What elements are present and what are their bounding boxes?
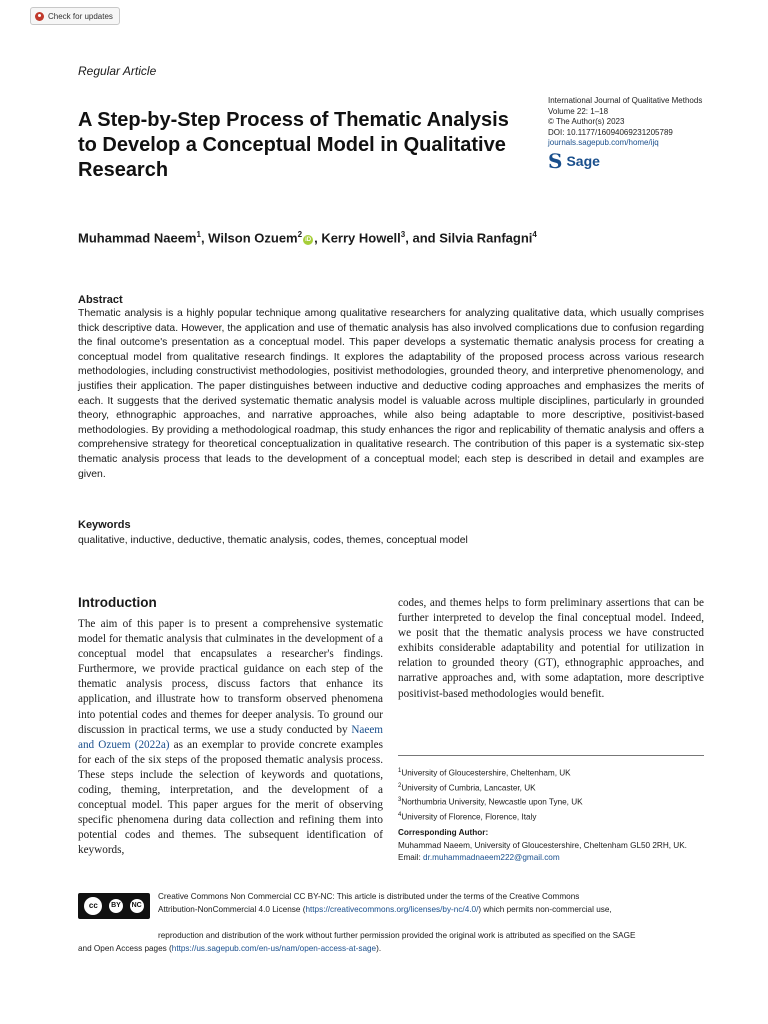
author-separator: , <box>200 230 209 246</box>
affil-sup: 1 <box>398 768 402 774</box>
affil-sup: 4 <box>398 812 402 819</box>
author-separator: , and <box>405 230 440 246</box>
license-line: Creative Commons Non Commercial CC BY-NC: This article is distributed under the terms of the Creative Commons <box>158 892 580 901</box>
license-segment: ). <box>376 944 382 953</box>
cc-by-nc-badge[interactable] <box>78 893 150 919</box>
keywords-text: qualitative, inductive, deductive, thematic analysis, codes, themes, conceptual model <box>78 535 468 546</box>
abstract-text: Thematic analysis is a highly popular technique among qualitative researchers for analyzing qualitative data, which usually comprises thick descriptive data. However, the application and use of thematic analysis has also involved complications due to confusion regarding the final outcome's presentation as a conceptual model. This paper develops a systematic thematic analysis process for creating a conceptual model from qualitative research findings. It explores the adaptability of the proposed process across various research methodologies, including constructivist methodologies, positivist methodologies, grounded theory, and interpretive phenomenology, and justifies their application. The paper distinguishes between inductive and deductive coding approaches and emphasizes the merits of each. It suggests that the derived systematic thematic analysis model is valuable across multiple disciplines, particularly in grounded theory, ethnographic approaches, and narrative approaches, while also being adaptable to more descriptive, positivist-based methodologies. By providing a methodological roadmap, this study enhances the rigor and replicability of thematic analysis and offers a comprehensive strategy for theoretical conceptualization in qualitative research. The contribution of this paper is a systematic six-step thematic analysis process that leads to the development of a conceptual model; each step is described in detail and examples are given. <box>78 308 704 480</box>
author-list <box>78 230 537 245</box>
journal-name: International Journal of Qualitative Methods <box>548 96 703 105</box>
author-affil-sup: 3 <box>400 230 406 239</box>
affil-text: University of Florence, Florence, Italy <box>401 812 537 822</box>
affil-sup: 2 <box>398 782 402 789</box>
author-affil-sup: 1 <box>196 230 201 239</box>
nc-icon: NC <box>130 899 144 913</box>
journal-doi[interactable]: DOI: 10.1177/16094069231205789 <box>548 127 673 137</box>
orcid-icon[interactable]: iD <box>305 237 312 244</box>
affiliation-item <box>398 809 704 824</box>
affiliation-item <box>398 780 704 795</box>
sage-logo <box>548 149 600 173</box>
corresponding-email-line <box>398 852 708 864</box>
by-icon: BY <box>109 899 123 913</box>
publisher-name: Sage <box>566 153 600 169</box>
author-name: Kerry Howell <box>321 230 401 246</box>
license-text-continued <box>78 929 718 955</box>
sage-s-icon: S <box>548 149 563 173</box>
author-name: Wilson Ozuem <box>208 230 298 246</box>
check-for-updates-label: Check for updates <box>48 11 113 21</box>
cc-icon: cc <box>84 897 102 915</box>
introduction-heading: Introduction <box>78 595 157 610</box>
author-name: Silvia Ranfagni <box>439 230 533 246</box>
license-segment: Attribution-NonCommercial 4.0 License ( <box>158 905 306 915</box>
license-line <box>158 903 710 916</box>
license-line <box>78 942 718 955</box>
intro-column-2: codes, and themes helps to form preliminary assertions that can be further interpreted to develop the final conceptual model. Indeed, we posit that the thematic analysis process we have constructed exhibits considerable adaptability and potential for utilization in relation to grounded theory (GT), ethnographic approaches, and narrative approaches and, with some adaptation, more descriptive positivist-based methodologies would benefit. <box>398 597 704 700</box>
affil-text: Northumbria University, Newcastle upon Tyne, UK <box>401 798 583 808</box>
license-segment: and Open Access pages ( <box>78 944 172 953</box>
affil-sup: 3 <box>398 797 402 804</box>
corresponding-heading: Corresponding Author: <box>398 828 489 837</box>
intro-text: The aim of this paper is to present a comprehensive systematic model for thematic analysis that culminates in the development of a conceptual model that encapsulates a researcher's findings. Furthermore, we provide practical guidance on each step of the thematic analysis process, discuss factors that enhance its application, and illustrate how to transform observed phenomena into potential codes and themes for deeper analysis. To ground our discussion in practical terms, we use a study conducted by <box>78 618 383 736</box>
paper-title: A Step-by-Step Process of Thematic Analysis to Develop a Conceptual Model in Qualitative Research <box>78 109 509 181</box>
author-name: Muhammad Naeem <box>78 230 197 246</box>
affil-text: University of Cumbria, Lancaster, UK <box>401 783 536 793</box>
article-type: Regular Article <box>78 64 157 78</box>
author-affil-sup: 2 <box>297 230 303 239</box>
affiliation-item <box>398 765 704 780</box>
journal-copyright: © The Author(s) 2023 <box>548 117 625 126</box>
crossmark-icon <box>35 12 44 21</box>
journal-info <box>548 96 748 149</box>
license-link[interactable]: https://creativecommons.org/licenses/by-nc/4.0/ <box>305 905 479 915</box>
email-link[interactable]: dr.muhammadnaeem222@gmail.com <box>423 853 560 862</box>
intro-column-1 <box>78 617 383 859</box>
intro-text: as an exemplar to provide concrete examples for each of the six steps of the proposed thematic analysis process. These steps include the selection of keywords and quotations, coding, theming, interpretation, and the development of a conceptual model. This paper argues for the merit of observing specific phenomena during data collection and refining them into potential codes and themes. The subsequent identification of keywords, <box>78 738 383 857</box>
affiliations <box>398 765 704 824</box>
affil-text: University of Gloucestershire, Cheltenham, UK <box>401 768 571 778</box>
author-separator: , <box>314 230 322 246</box>
footnote-divider <box>398 755 704 756</box>
journal-volume: Volume 22: 1–18 <box>548 106 609 116</box>
corresponding-address: Muhammad Naeem, University of Gloucestershire, Cheltenham GL50 2RH, UK. <box>398 841 687 850</box>
affiliation-item <box>398 794 704 809</box>
corresponding-details <box>398 840 708 864</box>
check-for-updates-badge[interactable] <box>30 7 120 25</box>
journal-url[interactable]: journals.sagepub.com/home/ijq <box>548 138 659 147</box>
license-segment: ) which permits non-commercial use, <box>478 905 612 915</box>
keywords-heading: Keywords <box>78 519 131 531</box>
open-access-link[interactable]: https://us.sagepub.com/en-us/nam/open-access-at-sage <box>171 944 377 953</box>
citation-link[interactable]: Naeem and Ozuem (2022a) <box>78 723 383 751</box>
email-label: Email: <box>398 853 424 862</box>
license-line: reproduction and distribution of the work without further permission provided the original work is attributed as specified on the SAGE <box>158 931 636 940</box>
license-text <box>158 890 710 917</box>
author-affil-sup: 4 <box>532 230 537 239</box>
abstract-heading: Abstract <box>78 294 123 306</box>
